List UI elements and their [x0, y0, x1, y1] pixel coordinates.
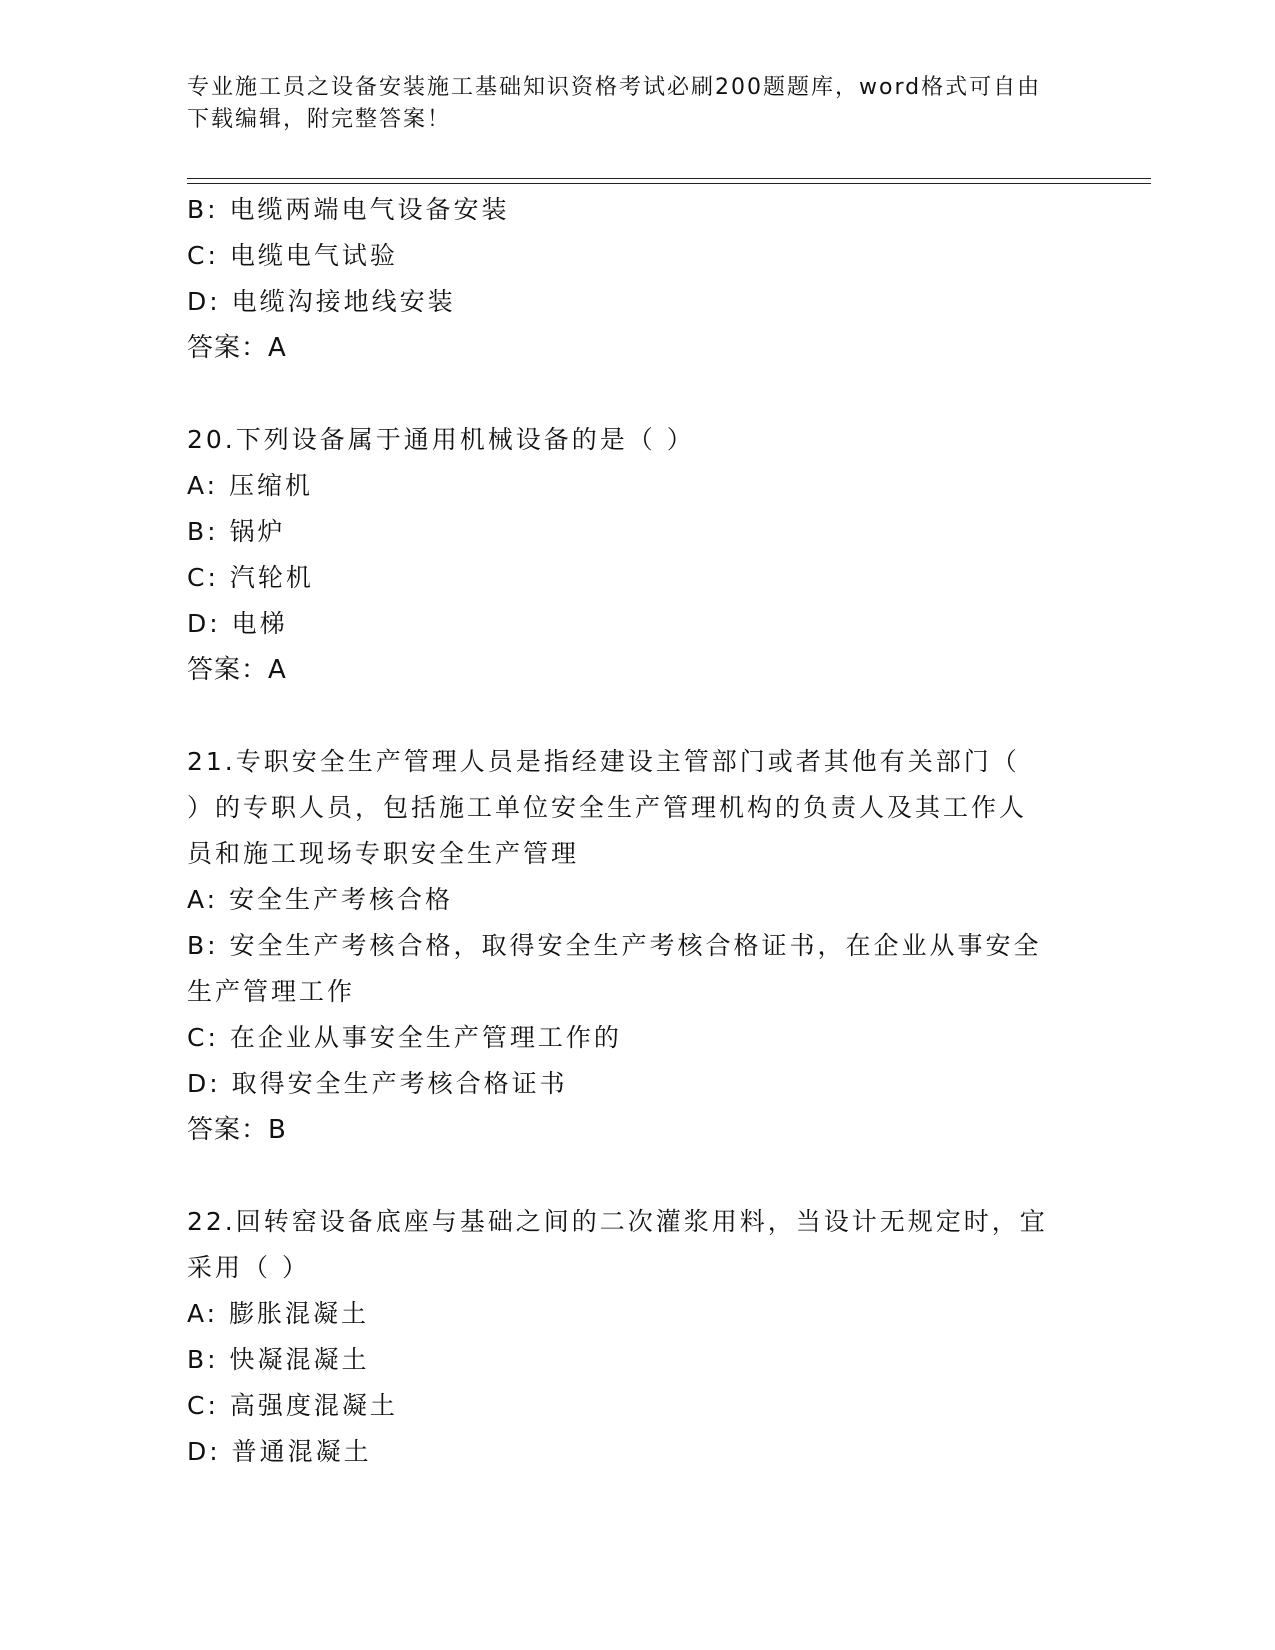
question-content: [187, 187, 1087, 1475]
header-line-2: 下载编辑，附完整答案！: [187, 107, 452, 132]
page-header: [187, 72, 1067, 136]
option-d: D: 电缆沟接地线安装: [187, 287, 456, 316]
option-d: D: 取得安全生产考核合格证书: [187, 1069, 568, 1098]
answer: 答案：B: [187, 1115, 287, 1145]
question-stem-line-1: 21.专职安全生产管理人员是指经建设主管部门或者其他有关部门（: [187, 747, 1020, 776]
option-a: A: 安全生产考核合格: [187, 885, 454, 914]
question-stem: 20.下列设备属于通用机械设备的是（ ）: [187, 425, 695, 454]
option-c: C: 电缆电气试验: [187, 241, 398, 270]
option-c: C: 汽轮机: [187, 563, 314, 592]
option-a: A: 压缩机: [187, 471, 314, 500]
option-d: D: 普通混凝土: [187, 1437, 372, 1466]
question-stem-line-2: ）的专职人员，包括施工单位安全生产管理机构的负责人及其工作人: [187, 793, 1028, 822]
question-22: [187, 1199, 1087, 1475]
question-stem-line-1: 22.回转窑设备底座与基础之间的二次灌浆用料，当设计无规定时，宜: [187, 1207, 1048, 1236]
spacer: [187, 371, 1087, 417]
option-c: C: 在企业从事安全生产管理工作的: [187, 1023, 622, 1052]
option-b: B: 快凝混凝土: [187, 1345, 370, 1374]
question-20: [187, 417, 1087, 693]
question-stem-line-2: 采用（ ）: [187, 1253, 310, 1282]
question-stem-line-3: 员和施工现场专职安全生产管理: [187, 839, 580, 868]
header-rule-top: [187, 178, 1151, 179]
option-b: B: 锅炉: [187, 517, 286, 546]
option-b-line-1: B: 安全生产考核合格，取得安全生产考核合格证书，在企业从事安全: [187, 931, 1042, 960]
question-19-tail: [187, 187, 1087, 371]
option-a: A: 膨胀混凝土: [187, 1299, 370, 1328]
answer: 答案：A: [187, 655, 287, 685]
question-21: [187, 739, 1087, 1153]
header-line-1: 专业施工员之设备安装施工基础知识资格考试必刷200题题库，word格式可自由: [187, 75, 1042, 100]
option-c: C: 高强度混凝土: [187, 1391, 398, 1420]
header-rule-bottom: [187, 183, 1151, 184]
option-d: D: 电梯: [187, 609, 288, 638]
answer: 答案：A: [187, 333, 287, 363]
spacer: [187, 693, 1087, 739]
spacer: [187, 1153, 1087, 1199]
option-b-line-2: 生产管理工作: [187, 977, 356, 1006]
option-b: B: 电缆两端电气设备安装: [187, 195, 510, 224]
